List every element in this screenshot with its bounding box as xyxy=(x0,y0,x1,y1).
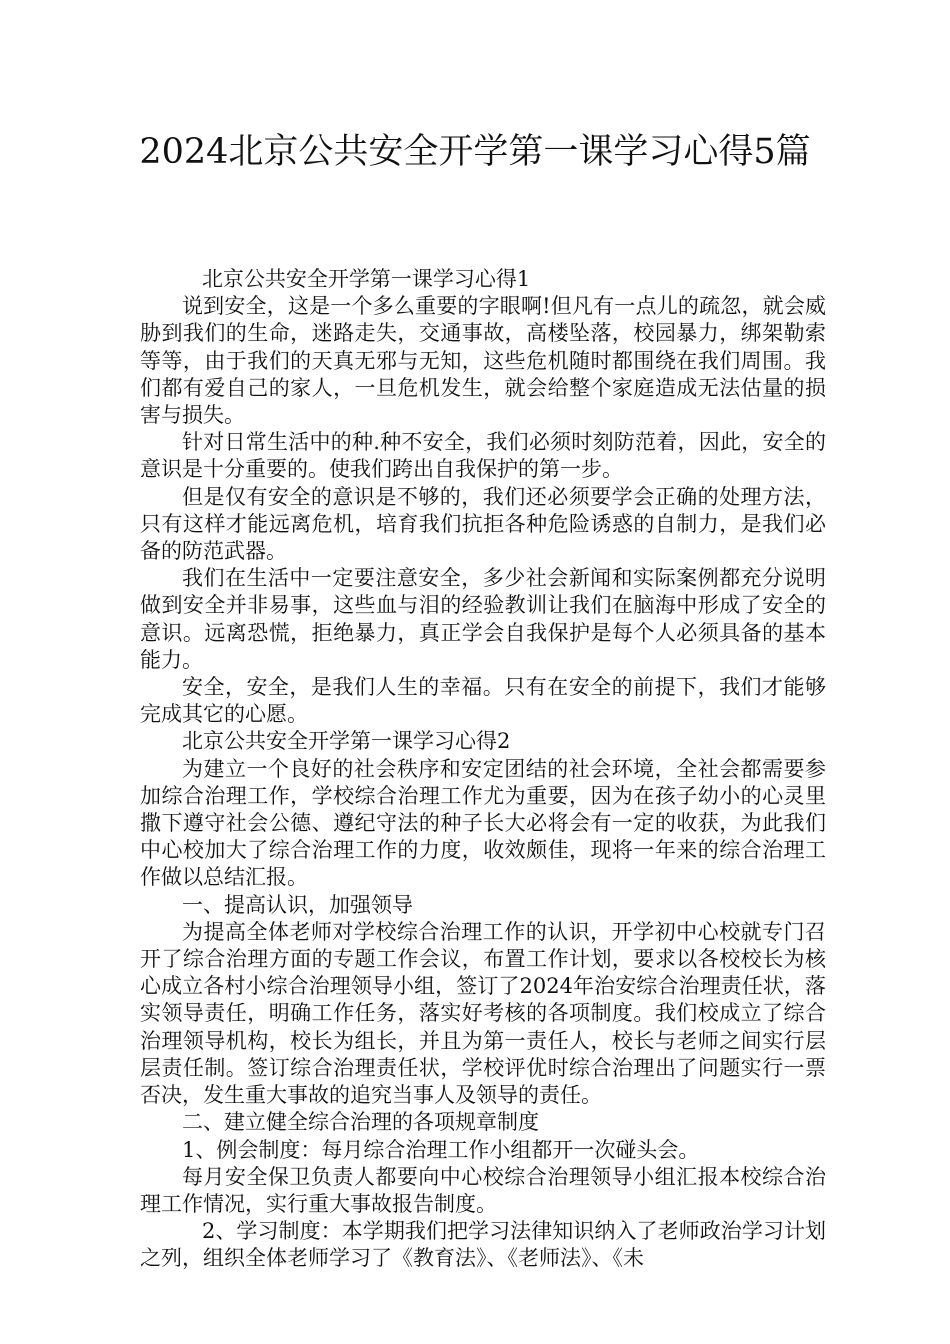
paragraph: 为建立一个良好的社会秩序和安定团结的社会环境，全社会都需要参加综合治理工作，学校综合治理工作尤为重要，因为在孩子幼小的心灵里撒下遵守社会公德、遵纪守法的种子长大必将会有一定的收获，为此我们中心校加大了综合治理工作的力度，收效颇佳，现将一年来的综合治理工作做以总结汇报。 xyxy=(140,756,826,890)
document-title: 2024北京公共安全开学第一课学习心得5篇 xyxy=(139,132,811,172)
paragraph: 说到安全，这是一个多么重要的字眼啊!但凡有一点儿的疏忽，就会威胁到我们的生命，迷路走失，交通事故，高楼坠落，校园暴力，绑架勒索等等，由于我们的天真无邪与无知，这些危机随时都围绕在我们周围。我们都有爱自己的家人，一旦危机发生，就会给整个家庭造成无法估量的损害与损失。 xyxy=(140,294,826,428)
paragraph: 但是仅有安全的意识是不够的，我们还必须要学会正确的处理方法，只有这样才能远离危机，培育我们抗拒各种危险诱惑的自制力，是我们必备的防范武器。 xyxy=(140,484,826,564)
subsection-heading: 一、提高认识，加强领导 xyxy=(182,892,413,917)
paragraph: 2、学习制度：本学期我们把学习法律知识纳入了老师政治学习计划之列，组织全体老师学习了《教育法》、《老师法》、《未 xyxy=(140,1219,826,1271)
paragraph: 针对日常生活中的种.种不安全，我们必须时刻防范着，因此，安全的意识是十分重要的。使我们跨出自我保护的第一步。 xyxy=(140,430,826,482)
paragraph: 我们在生活中一定要注意安全，多少社会新闻和实际案例都充分说明做到安全并非易事，这些血与泪的经验教训让我们在脑海中形成了安全的意识。远离恐慌，拒绝暴力，真正学会自我保护是每个人必须具备的基本能力。 xyxy=(140,566,826,672)
document-body xyxy=(140,266,826,1273)
paragraph: 安全，安全，是我们人生的幸福。只有在安全的前提下，我们才能够完成其它的心愿。 xyxy=(140,675,826,727)
paragraph: 每月安全保卫负责人都要向中心校综合治理领导小组汇报本校综合治理工作情况，实行重大事故报告制度。 xyxy=(140,1164,826,1216)
section-heading-2: 北京公共安全开学第一课学习心得2 xyxy=(182,729,511,754)
paragraph: 1、例会制度：每月综合治理工作小组都开一次碰头会。 xyxy=(182,1137,700,1162)
section-heading-1: 北京公共安全开学第一课学习心得1 xyxy=(201,267,531,291)
paragraph: 为提高全体老师对学校综合治理工作的认识，开学初中心校就专门召开了综合治理方面的专题工作会议，布置工作计划，要求以各校校长为核心成立各村小综合治理领导小组，签订了2024年治安综合治理责任状，落实领导责任，明确工作任务，落实好考核的各项制度。我们校成立了综合治理领导机构，校长为组长，并且为第一责任人，校长与老师之间实行层层责任制。签订综合治理责任状，学校评优时综合治理出了问题实行一票否决，发生重大事故的追究当事人及领导的责任。 xyxy=(140,919,826,1108)
subsection-heading: 二、建立健全综合治理的各项规章制度 xyxy=(182,1110,539,1135)
